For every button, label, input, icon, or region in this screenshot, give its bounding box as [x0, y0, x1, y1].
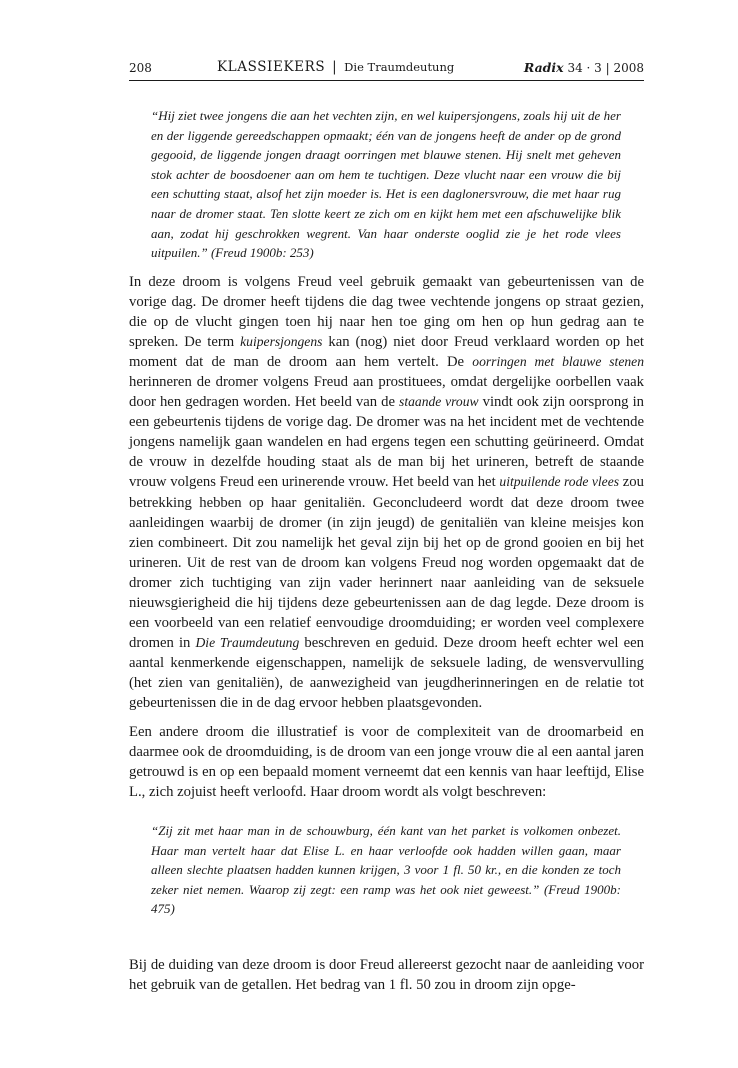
body-paragraph-3: Bij de duiding van deze droom is door Freud allereerst gezocht naar de aanleiding voor het gebruik van de getallen. Het bedrag van 1 fl. 50 zou in droom zijn opge- [129, 957, 644, 994]
section-title [217, 59, 454, 75]
title-separator: | [332, 59, 338, 75]
emphasis-staande-vrouw: staande vrouw [399, 394, 479, 410]
paragraph-text: herinneren de dromer volgens Freud aan prostituees, omdat dergelijke oorbellen vaak door hen gedragen worden. Het beeld van de [129, 374, 644, 411]
section-subtitle: Die Traumdeutung [344, 60, 455, 74]
emphasis-rode-vlees: uitpuilende rode vlees [499, 474, 620, 490]
paragraph-text: kan (nog) niet door Freud verklaard worden op het moment dat de man de droom aan hem vertelt. De [129, 334, 644, 371]
running-header [129, 58, 644, 80]
paragraph-text: In deze droom is volgens Freud veel gebruik gemaakt van gebeurtenissen van de vorige dag. De dromer heeft tijdens die dag twee vechtende jongens op straat gezien, die op de vlucht gingen toen hij naar hen toe ging om hen op hun gedrag aan te spreken. De term [129, 274, 644, 351]
journal-issue: 34 · 3 | 2008 [567, 61, 644, 75]
page-number: 208 [129, 61, 152, 75]
section-name: KLASSIEKERS [217, 59, 326, 75]
emphasis-book-title: Die Traumdeutung [195, 634, 300, 650]
emphasis-oorringen: oorringen met blauwe stenen [472, 354, 644, 370]
header-rule [129, 80, 644, 81]
emphasis-kuipersjongens: kuipersjongens [240, 334, 323, 350]
body-paragraph-1 [129, 272, 644, 713]
journal-name: Radix [523, 60, 564, 75]
block-quote-2: “Zij zit met haar man in de schouwburg, één kant van het parket is volkomen onbezet. Haar man vertelt haar dat Elise L. en haar verloofde ook hadden willen gaan, maar alleen slechte plaatsen hadden kunnen krijgen, 3 voor 1 fl. 50 kr., en die konden ze toch zeker niet nemen. Waarop zij zegt: een ramp was het ook niet geweest.” (Freud 1900b: 475) [151, 823, 621, 917]
body-paragraph-2: Een andere droom die illustratief is voor de complexiteit van de droomarbeid en daarmee ook de droomduiding, is de droom van een jonge vrouw die al een aantal jaren getrouwd is en op een bepaald moment verneemt dat een kennis van haar leeftijd, Elise L., zich zojuist heeft verloofd. Haar droom wordt als volgt beschreven: [129, 724, 644, 801]
paragraph-text: zou betrekking hebben op haar genitaliën. Geconcludeerd wordt dat deze droom twee aanleidingen waarbij de dromer (in zijn jeugd) de genitaliën van kleine meisjes kon zien combineert. Dit zou namelijk het geval zijn bij het op de grond gooien en bij het urineren. Uit de rest van de droom kan volgens Freud nog worden opgemaakt dat de dromer zich tuchtiging van zijn vader herinnert naar aanleiding van de seksuele nieuwsgierigheid die hij tijdens deze gebeurtenissen aan de dag legde. Deze droom is een voorbeeld van een relatief eenvoudige droomduiding; er worden veel complexere dromen in [129, 474, 644, 651]
paragraph-text: vindt ook zijn oorsprong in een gebeurtenis tijdens de vorige dag. De dromer was na het incident met de vechtende jongens namelijk gaan wandelen en had ergens tegen een schutting geürineerd. Omdat de vrouw in dezelfde houding staat als de man bij het urineren, betreft de staande vrouw volgens Freud een urinerende vrouw. Het beeld van het [129, 394, 644, 491]
journal-reference [524, 60, 644, 75]
paragraph-text: beschreven en geduid. Deze droom heeft echter wel een aantal kenmerkende eigenschappen, namelijk de seksuele lading, de wensvervulling (het zien van genitaliën), de aanwezigheid van jeugdherinneringen en de relatie tot gebeurtenissen die in de dag ervoor hebben plaatsgevonden. [129, 634, 644, 711]
block-quote-1: “Hij ziet twee jongens die aan het vechten zijn, en wel kuipersjongens, zoals hij uit de her en der liggende gereedschappen opmaakt; één van de jongens heeft de ander op de grond gegooid, de liggende jongen draagt oorringen met blauwe stenen. Hij snelt met geheven stok achter de boosdoener aan om hem te tuchtigen. Deze vlucht naar een vrouw die bij een schutting staat, alsof het zijn moeder is. Het is een daglonersvrouw, die met haar rug naar de dromer staat. Ten slotte keert ze zich om en kijkt hem met een afschuwelijke blik aan, zodat hij geschrokken wegrent. Van haar onderste ooglid zie je het rode vlees uitpuilen.” (Freud 1900b: 253) [151, 108, 621, 261]
